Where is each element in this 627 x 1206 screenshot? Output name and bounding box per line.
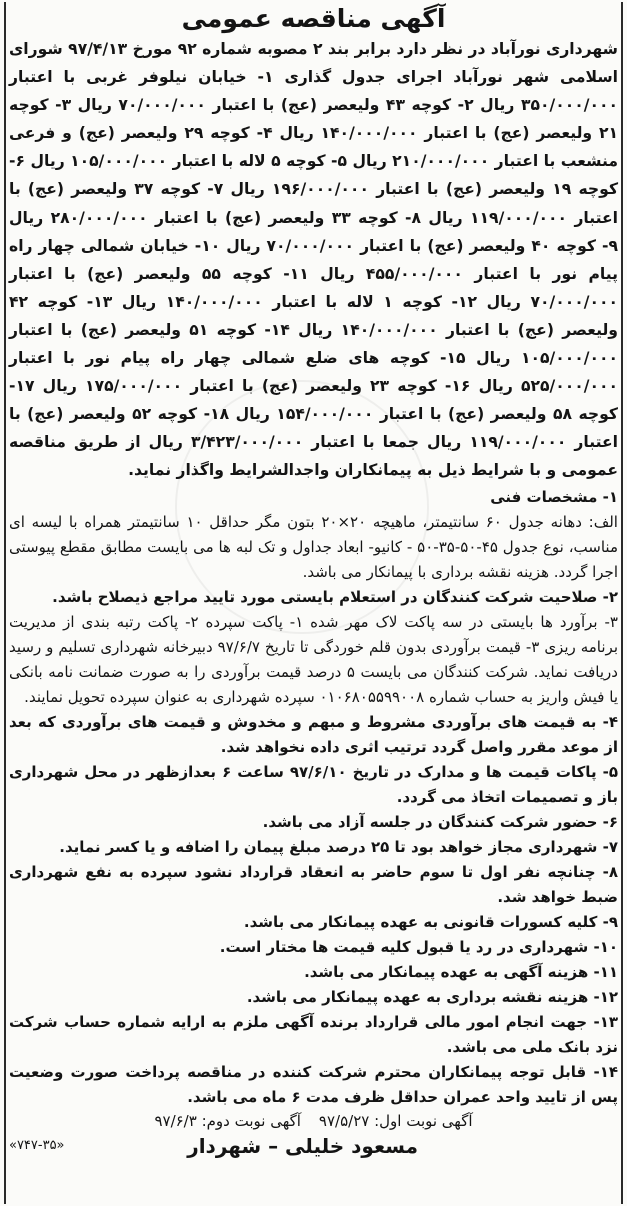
condition-item: ۶- حضور شرکت کنندگان در جلسه آزاد می باشد. [262, 812, 618, 831]
condition-item: ۵- پاکات قیمت ها و مدارک در تاریخ ۹۷/۶/۱۰ ساعت ۶ بعدازظهر در محل شهرداری باز و تصمیمات اتخاذ می گردد. [9, 762, 618, 806]
signature-row [9, 1133, 618, 1159]
condition-item: ۲- صلاحیت شرکت کنندگان در استعلام بایستی مورد تایید مراجع ذیصلاح باشد. [52, 587, 618, 606]
condition-item: ۱۰- شهرداری در رد یا قبول کلیه قیمت ها مختار است. [219, 937, 618, 956]
condition-item: ۹- کلیه کسورات قانونی به عهده پیمانکار می باشد. [243, 912, 618, 931]
condition-item: ۳- برآورد ها بایستی در سه پاکت لاک مهر شده ۱- پاکت سپرده ۲- پاکت رتبه بندی از مدیریت برنامه ریزی ۳- قیمت برآوردی بدون قلم خوردگی تا تاریخ ۹۷/۶/۷ دبیرخانه شهرداری تسلیم و رسید دریافت نماید. شرکت کنندگان می بایست ۵ درصد قیمت برآوردی را به صورت ضمانت نامه بانکی یا فیش واریز به حساب شماره ۰۱۰۶۸۰۵۵۹۹۰۰۸ سپرده شهرداری به عنوان سپرده تحویل نمایند. [9, 612, 618, 706]
condition-item: ۱۳- جهت انجام امور مالی قرارداد برنده آگهی ملزم به ارایه شماره حساب شرکت نزد بانک ملی می باشد. [9, 1012, 618, 1056]
condition-item: ۱۴- قابل توجه پیمانکاران محترم شرکت کننده در مناقصه پرداخت صورت وضعیت پس از تایید واحد عمران حداقل ظرف مدت ۶ ماه می باشد. [9, 1062, 618, 1106]
condition-item: الف: دهانه جدول ۶۰ سانتیمتر، ماهیچه ۲۰×۲۰ بتون مگر حداقل ۱۰ سانتیمتر همراه با لیسه ای مناسب، نوع جدول ۴۵-۵۰-۳۵-۵۰ - کانیو- ابعاد جداول و تک لبه ها می بایست مطابق مقطع پیوستی اجرا گردد. هزینه نقشه برداری با پیمانکار می باشد. [9, 512, 618, 581]
notice-title: آگهی مناقصه عمومی [181, 4, 446, 33]
condition-item: ۱- مشخصات فنی [490, 487, 618, 506]
condition-item: ۱۲- هزینه نقشه برداری به عهده پیمانکار می باشد. [246, 987, 618, 1006]
signer-name: مسعود خلیلی – شهردار [187, 1133, 418, 1158]
condition-item: ۸- چنانچه نفر اول تا سوم حاضر به انعقاد قرارداد نشود سپرده به نفع شهرداری ضبط خواهد شد. [9, 862, 618, 906]
condition-item: ۱۱- هزینه آگهی به عهده پیمانکار می باشد. [304, 962, 618, 981]
conditions-list [9, 485, 618, 1110]
publication-dates [9, 1110, 618, 1132]
ad-code: «۷۴۷-۳۵» [9, 1138, 65, 1153]
condition-item: ۷- شهرداری مجاز خواهد بود تا ۲۵ درصد مبلغ پیمان را اضافه و یا کسر نماید. [59, 837, 618, 856]
second-publication-date: آگهی نوبت دوم: ۹۷/۶/۳ [154, 1111, 301, 1130]
first-publication-date: آگهی نوبت اول: ۹۷/۵/۲۷ [318, 1111, 473, 1130]
notice-intro: شهرداری نورآباد در نظر دارد برابر بند ۲ مصوبه شماره ۹۲ مورخ ۹۷/۴/۱۳ شورای اسلامی شهر نورآباد اجرای جدول گذاری ۱- خیابان نیلوفر غربی با اعتبار ۳۵۰/۰۰۰/۰۰۰ ریال ۲- کوچه ۴۳ ولیعصر (عج) با اعتبار ۷۰/۰۰۰/۰۰۰ ریال ۳- کوچه ۲۱ ولیعصر (عج) با اعتبار ۱۴۰/۰۰۰/۰۰۰ ریال ۴- کوچه ۲۹ ولیعصر (عج) و فرعی منشعب با اعتبار ۲۱۰/۰۰۰/۰۰۰ ریال ۵- کوچه ۵ لاله با اعتبار ۱۰۵/۰۰۰/۰۰۰ ریال ۶- کوچه ۱۹ ولیعصر (عج) با اعتبار ۱۹۶/۰۰۰/۰۰۰ ریال ۷- کوچه ۳۷ ولیعصر (عج) با اعتبار ۱۱۹/۰۰۰/۰۰۰ ریال ۸- کوچه ۳۳ ولیعصر (عج) با اعتبار ۲۸۰/۰۰۰/۰۰۰ ریال ۹- کوچه ۴۰ ولیعصر (عج) با اعتبار ۷۰/۰۰۰/۰۰۰ ریال ۱۰- خیابان شمالی چهار راه پیام نور با اعتبار ۴۵۵/۰۰۰/۰۰۰ ریال ۱۱- کوچه ۵۵ ولیعصر (عج) با اعتبار ۷۰/۰۰۰/۰۰۰ ریال ۱۲- کوچه ۱ لاله با اعتبار ۱۴۰/۰۰۰/۰۰۰ ریال ۱۳- کوچه ۴۲ ولیعصر (عج) با اعتبار ۱۴۰/۰۰۰/۰۰۰ ریال ۱۴- کوچه ۵۱ ولیعصر (عج) با اعتبار ۱۰۵/۰۰۰/۰۰۰ ریال ۱۵- کوچه های ضلع شمالی چهار راه پیام نور با اعتبار ۵۲۵/۰۰۰/۰۰۰ ریال ۱۶- کوچه ۲۳ ولیعصر (عج) با اعتبار ۱۷۵/۰۰۰/۰۰۰ ریال ۱۷- کوچه ۵۸ ولیعصر (عج) با اعتبار ۱۵۴/۰۰۰/۰۰۰ ریال ۱۸- کوچه ۵۲ ولیعصر (عج) با اعتبار ۱۱۹/۰۰۰/۰۰۰ ریال جمعا با اعتبار ۳/۴۲۳/۰۰۰/۰۰۰ ریال از طریق مناقصه عمومی و با شرایط ذیل به پیمانکاران واجدالشرایط واگذار نماید. [9, 40, 619, 480]
condition-item: ۴- به قیمت های برآوردی مشروط و مبهم و مخدوش و قیمت های برآوردی که بعد از موعد مقرر واصل گردد ترتیب اثری داده نخواهد شد. [9, 712, 618, 756]
